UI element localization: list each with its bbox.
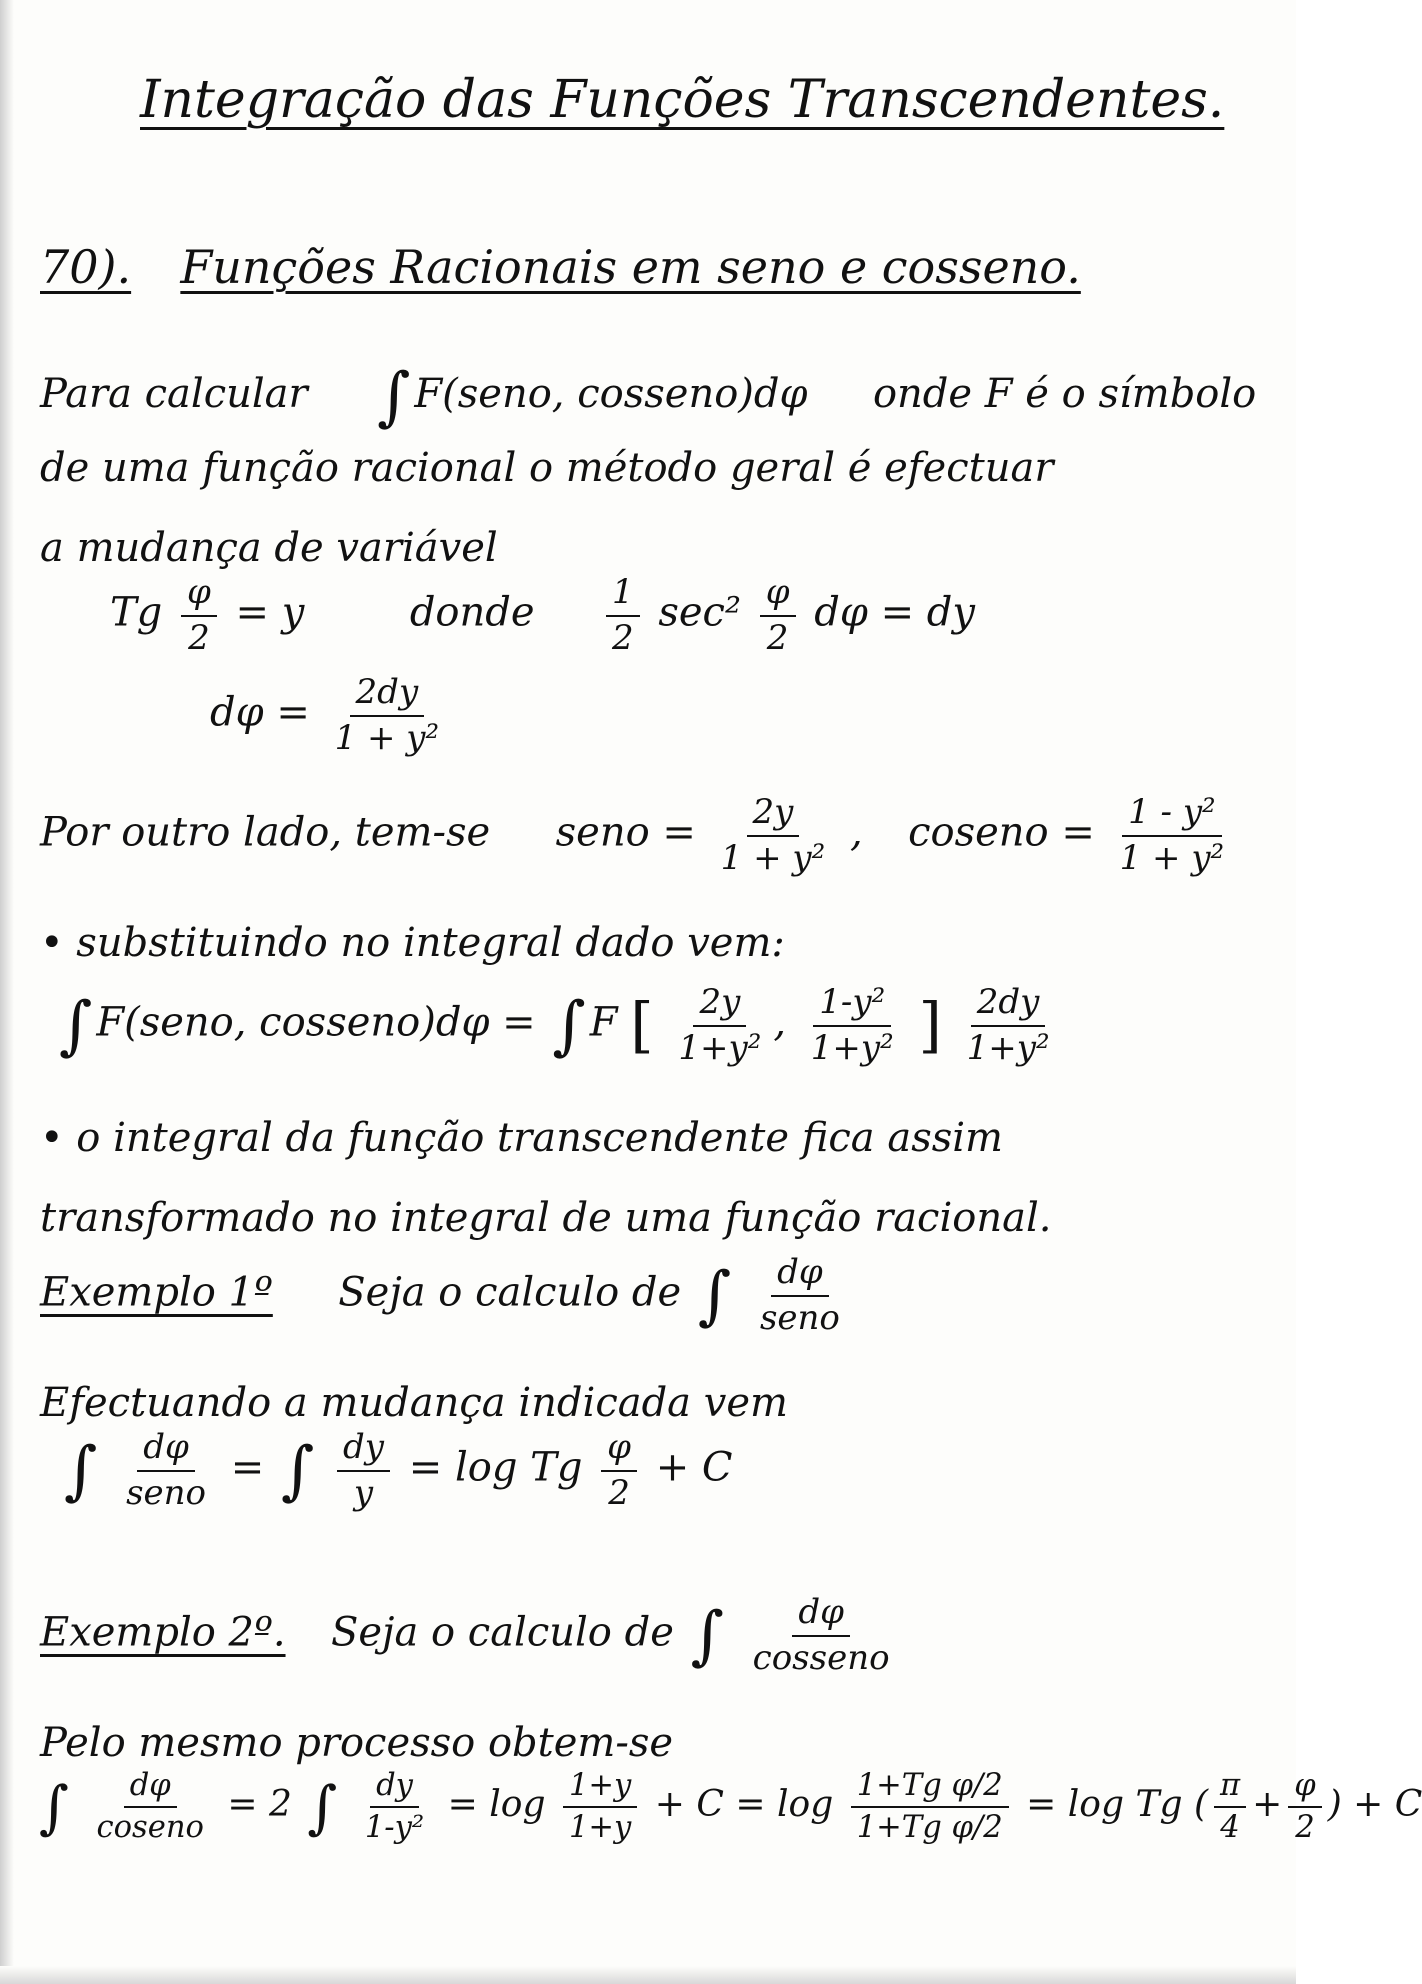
page-shadow-left — [0, 0, 14, 1984]
eq-sub-sec: sec² — [658, 589, 741, 636]
paragraph1-line1 — [40, 360, 1266, 434]
p2-sep: , — [849, 809, 863, 856]
fraction: $\frac{\text{1 - y²}}{\text{1 + y²}}$ — [1119, 792, 1225, 878]
integral-sign: ∫ — [307, 1773, 338, 1841]
example2-line2: Pelo mesmo processo obtem-se — [40, 1720, 674, 1766]
section-title: Funções Racionais em seno e cosseno. — [180, 240, 1081, 294]
example2-text: Seja o calculo de — [330, 1609, 674, 1656]
fraction: $\frac{d\varphi}{\text{cosseno}}$ — [752, 1592, 890, 1678]
integral-sign: ∫ — [59, 988, 93, 1063]
paragraph2 — [40, 792, 1266, 878]
fraction: $\frac{\text{1+Tg φ/2}}{\text{1+Tg φ/2}}$ — [851, 1770, 1009, 1844]
p2-cos-lhs: coseno = — [908, 809, 1095, 856]
example1-label: Exemplo 1º — [40, 1269, 273, 1316]
fraction-half: $\frac{1}{2}$ — [606, 575, 640, 656]
comma: , — [773, 999, 787, 1046]
paragraph1-line2: de uma função racional o método geral é efectuar — [40, 445, 1054, 491]
eq-part: = log — [447, 1784, 546, 1826]
integral-sign: ∫ — [690, 1598, 724, 1673]
fraction: $\frac{2dy}{\text{1+y²}}$ — [966, 982, 1050, 1068]
integral-sign: ∫ — [39, 1773, 70, 1841]
eq-sub-tail: dφ = dy — [814, 589, 975, 636]
example2-equation — [35, 1768, 1422, 1846]
eq-int-f: F — [589, 999, 618, 1046]
eq-sub-word: donde — [409, 589, 535, 636]
fraction: $\frac{d\varphi}{\text{seno}}$ — [126, 1427, 206, 1513]
eq-part: + C = log — [654, 1784, 834, 1826]
example2-header — [40, 1592, 1266, 1678]
eq-integral — [55, 982, 1266, 1068]
fraction: $\frac{1+y}{1+y}$ — [563, 1770, 637, 1844]
integral-sign: ∫ — [552, 988, 586, 1063]
fraction: $\frac{dy}{y}$ — [337, 1430, 390, 1511]
eq-part: + C — [655, 1444, 733, 1491]
page-title: Integração das Funções Transcendentes. — [140, 70, 1225, 130]
section-number: 70). — [40, 240, 132, 294]
example1-line2: Efectuando a mudança indicada vem — [40, 1380, 788, 1426]
equals: = — [230, 1444, 265, 1491]
eq-int-lhs: F(seno, cosseno)dφ = — [96, 999, 536, 1046]
paragraph4-line2: transformado no integral de uma função racional. — [40, 1195, 1052, 1241]
eq-part: = 2 — [227, 1784, 292, 1826]
fraction: $\frac{\varphi}{2}$ — [601, 1430, 637, 1511]
example1-text: Seja o calculo de — [338, 1269, 682, 1316]
eq-part: = log Tg — [408, 1444, 583, 1491]
fraction: $\frac{2y}{\text{1+y²}}$ — [678, 982, 762, 1068]
fraction: $\frac{d\varphi}{\text{seno}}$ — [759, 1252, 840, 1338]
paragraph1-line3: a mudança de variável — [40, 525, 498, 571]
p1-tail: onde F é o símbolo — [872, 371, 1257, 417]
example1-equation — [60, 1427, 1266, 1513]
fraction: $\frac{\pi}{4}$ — [1214, 1770, 1246, 1844]
eq-dphi — [210, 672, 1266, 758]
section-heading — [40, 240, 1266, 294]
integral-sign: ∫ — [377, 360, 411, 434]
example2-label: Exemplo 2º. — [40, 1609, 286, 1656]
eq-sub-rhs: = y — [235, 589, 305, 636]
example1-header — [40, 1252, 1266, 1338]
eq-sub-lhs: Tg — [110, 589, 163, 636]
plus: + — [1252, 1784, 1283, 1826]
fraction: $\frac{\varphi}{2}$ — [1288, 1770, 1321, 1844]
paragraph4-line1: • o integral da função transcendente fica assim — [40, 1115, 1003, 1161]
p2-sen-lhs: seno = — [555, 809, 696, 856]
fraction: $\frac{dy}{\text{1-y²}}$ — [364, 1768, 425, 1846]
eq-part: ) + C — [1327, 1784, 1422, 1826]
page-shadow-bottom — [0, 1966, 1296, 1984]
fraction: $\frac{2dy}{\text{1 + y²}}$ — [334, 672, 440, 758]
eq-dphi-lhs: dφ = — [210, 689, 310, 736]
fraction: $\frac{2y}{\text{1 + y²}}$ — [720, 792, 826, 878]
fraction: $\frac{\text{1-y²}}{\text{1+y²}}$ — [810, 982, 894, 1068]
p2-lead: Por outro lado, tem-se — [40, 809, 491, 856]
integral-sign: ∫ — [697, 1258, 732, 1333]
bracket-open: [ — [630, 990, 654, 1061]
eq-part: = log Tg ( — [1026, 1784, 1208, 1826]
fraction: $\frac{\varphi}{2}$ — [181, 575, 217, 656]
fraction: $\frac{\varphi}{2}$ — [760, 575, 796, 656]
integral-sign: ∫ — [64, 1433, 98, 1508]
bracket-close: ] — [918, 990, 942, 1061]
integral-sign: ∫ — [280, 1433, 315, 1508]
eq-substitution — [110, 572, 1266, 658]
p1-text: Para calcular — [40, 371, 308, 417]
p1-integral: F(seno, cosseno)dφ — [414, 371, 808, 417]
paragraph3: • substituindo no integral dado vem: — [40, 920, 785, 966]
fraction: $\frac{d\varphi}{\text{coseno}}$ — [96, 1768, 204, 1846]
